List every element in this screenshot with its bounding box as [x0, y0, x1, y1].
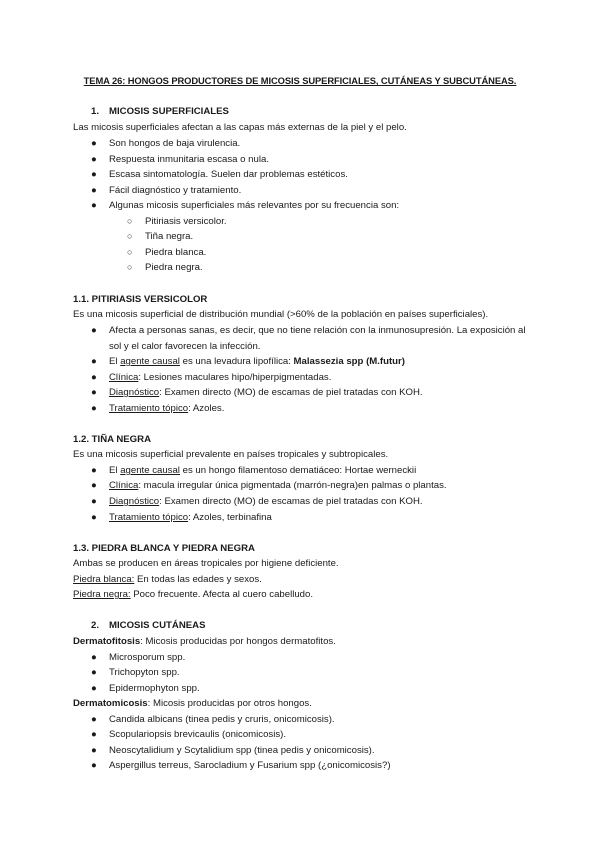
subsection-1-3-heading: 1.3. PIEDRA BLANCA Y PIEDRA NEGRA: [73, 543, 255, 554]
section-1-heading: [91, 104, 229, 120]
document-title: TEMA 26: HONGOS PRODUCTORES DE MICOSIS SUPERFICIALES, CUTÁNEAS Y SUBCUTÁNEAS.: [83, 75, 517, 86]
dermatofitosis-line: Dermatofitosis: Micosis producidas por hongos dermatofitos.: [73, 636, 336, 647]
document-page: TEMA 26: HONGOS PRODUCTORES DE MICOSIS SUPERFICIALES, CUTÁNEAS Y SUBCUTÁNEAS. 1. MICOSIS SUPERFICIALES Las micosis superficiales afectan a las capas más externas de la piel y el pelo. ● Son hongos de baja virulencia. ● Respuesta inmunitaria escasa o nula. ● Escasa sintomatología. Suelen dar problemas estéticos. ● Fácil diagnóstico y tratamiento. ● Algunas micosis superficiales más relevantes por su frecuencia son: ○ Pitiriasis versicolor. ○ Tiña negra. ○ Piedra blanca. ○ Piedra negra. 1.1. PITIRIASIS VERSICOLOR Es una micosis superficial de distribución mundial (>60% de la población en países superficiales). ● Afecta a personas sanas, es decir, que no tiene relación con la inmunosupresión. La exposición al sol y el calor favorecen la infección. ● El agente causal es una levadura lipofílica: Malassezia spp (M.futur) ● Clínica: Lesiones maculares hipo/hiperpigmentadas. ● Diagnóstico: Examen directo (MO) de escamas de piel tratadas con KOH. ● Tratamiento tópico: Azoles. 1.2. TIÑA NEGRA Es una micosis superficial prevalente en países tropicales y subtropicales. ● El agente causal es un hongo filamentoso dematiáceo: Hortae werneckii ● Clínica: macula irregular única pigmentada (marrón-negra)en palmas o plantas. ● Diagnóstico: Examen directo (MO) de escamas de piel tratadas con KOH. ● Tratamiento tópico: Azoles, terbinafina 1.3. PIEDRA BLANCA Y PIEDRA NEGRA Ambas se producen en áreas tropicales por higiene deficiente. Piedra blanca: En todas las edades y sexos. Piedra negra: Poco frecuente. Afecta al cuero cabelludo. 2. MICOSIS CUTÁNEAS Dermatofitosis: Micosis producidas por hongos dermatofitos. ● Microsporum spp. ● Trichopyton spp. ● Epidermophyton spp. Dermatomicosis: Micosis producidas por otros hongos. ● Candida albicans (tinea pedis y cruris, onicomicosis). ● Scopulariopsis brevicaulis (onicomicosis). ● Neoscytalidium y Scytalidium spp (tinea pedis y onicomicosis). ● Aspergillus terreus, Sarocladium y Fusarium spp (¿onicomicosis?): [0, 0, 600, 848]
dermatomicosis-line: Dermatomicosis: Micosis producidas por otros hongos.: [73, 698, 312, 709]
section-number: 1.: [91, 106, 100, 117]
subsection-1-3-intro: Ambas se producen en áreas tropicales por higiene deficiente.: [73, 558, 339, 569]
subsection-1-2-intro: Es una micosis superficial prevalente en países tropicales y subtropicales.: [73, 449, 389, 460]
section-title: MICOSIS SUPERFICIALES: [109, 106, 229, 117]
piedra-negra-line: Piedra negra: Poco frecuente. Afecta al cuero cabelludo.: [73, 589, 314, 600]
subsection-1-1-heading: 1.1. PITIRIASIS VERSICOLOR: [73, 294, 208, 305]
section-2-heading: [91, 618, 205, 634]
piedra-blanca-line: Piedra blanca: En todas las edades y sexos.: [73, 574, 262, 585]
section-1-intro: Las micosis superficiales afectan a las capas más externas de la piel y el pelo.: [73, 122, 407, 133]
section-title: MICOSIS CUTÁNEAS: [109, 620, 206, 631]
subsection-1-2-heading: 1.2. TIÑA NEGRA: [73, 434, 152, 445]
subsection-1-1-intro: Es una micosis superficial de distribución mundial (>60% de la población en países superficiales).: [73, 309, 489, 320]
section-number: 2.: [91, 620, 100, 631]
